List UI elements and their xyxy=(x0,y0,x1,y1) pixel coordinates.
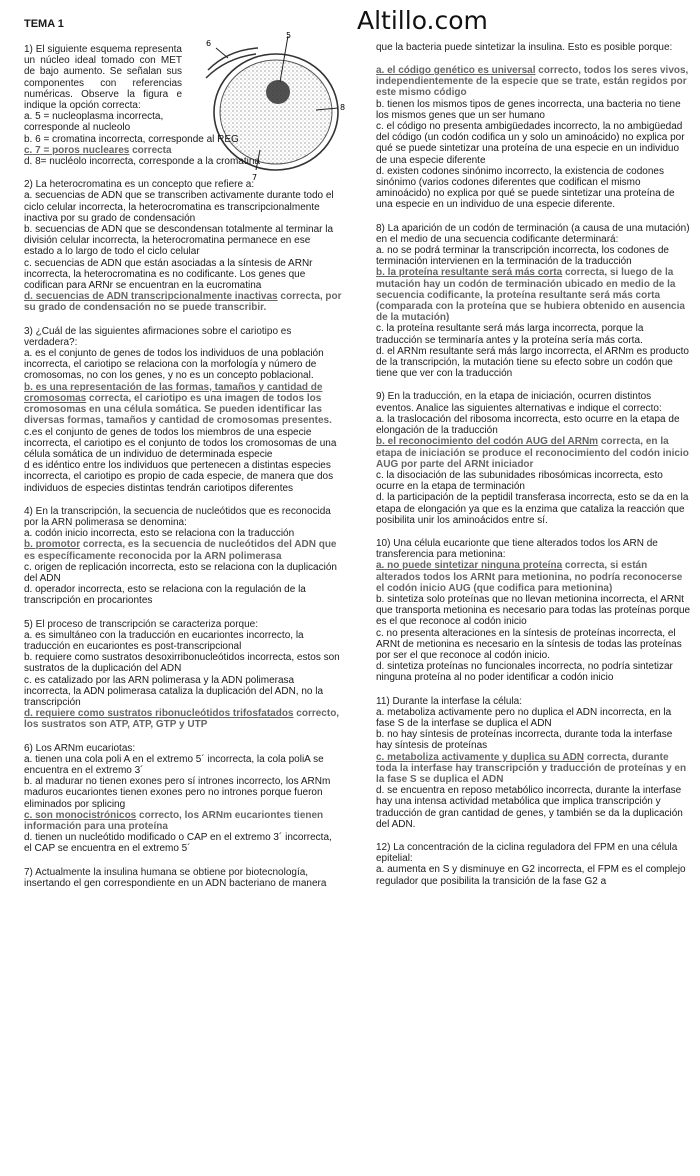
question-stem: 7) Actualmente la insulina humana se obtiene por biotecnología, insertando el gen correspondiente en un ADN bacteriano de manera xyxy=(24,866,327,889)
question-4 xyxy=(24,506,342,607)
option-a: a. no se podrá terminar la transcripción incorrecta, los codones de terminación intervienen en la terminación de la traducción xyxy=(376,245,669,268)
option-a: a. tienen una cola poli A en el extremo 5´ incorrecta, la cola poliA se encuentra en el extremo 3´ xyxy=(24,753,324,776)
option-d: d. 8= nucléolo incorrecta, corresponde a la cromatina xyxy=(24,156,260,168)
question-2 xyxy=(24,179,342,313)
option-a-correct: a. el código genético es universal correcto, todos los seres vivos, independientemente de la especie que se trate, están regidos por este mismo código xyxy=(376,65,689,99)
figure-label-8: 8 xyxy=(340,103,346,112)
option-b: b. secuencias de ADN que se descondensan totalmente al terminar la división celular incorrecta, la heterocromatina permanece en ese estado a lo largo de todo el ciclo celular xyxy=(24,224,334,258)
option-d: d. sintetiza proteínas no funcionales incorrecta, no podría sintetizar ninguna proteína al no poder identificar a codón inicio xyxy=(376,661,673,684)
question-9 xyxy=(376,391,691,525)
option-a-correct: a. no puede sintetizar ninguna proteína correcta, si están alterados todos los ARNt para metionina, no podría reconocerse el codón inicio AUG (que codifica para metionina) xyxy=(376,560,683,594)
option-b: b. sintetiza solo proteínas que no llevan metionina incorrecta, el ARNt que transporta metionina es necesario para todas las proteínas porque es el que reconoce al codón inicio xyxy=(376,593,691,628)
question-stem: 6) Los ARNm eucariotas: xyxy=(24,742,136,754)
option-c-correct: c. 7 = poros nucleares correcta xyxy=(24,144,172,156)
option-d: d. el ARNm resultante será más largo incorrecta, el ARNm es producto de la transcripción, la mutación tiene su efecto sobre un codón que tiene que ver con la traducción xyxy=(376,345,689,380)
figure-label-7: 7 xyxy=(252,173,258,180)
option-c: c. la disociación de las subunidades ribosómicas incorrecta, esto ocurre en la etapa de terminación xyxy=(376,469,663,493)
question-12 xyxy=(376,842,691,887)
option-b: b. 6 = cromatina incorrecta, corresponde al REG xyxy=(24,133,239,145)
option-c: c. secuencias de ADN que están asociadas a la síntesis de ARNr incorrecta, la heterocromatina es no codificante. Los genes que codifican para ARNr se encuentran en la eucromatina xyxy=(24,257,313,292)
question-7 xyxy=(376,42,691,211)
option-d: d. la participación de la peptidil transferasa incorrecta, esto se da en la etapa de elongación ya que es la enzima que cataliza la reacción que posibilita unir los aminoácidos entre sí. xyxy=(376,492,689,526)
section-title: TEMA 1 xyxy=(24,18,64,30)
question-10 xyxy=(376,538,691,684)
option-a: a. es el conjunto de genes de todos los individuos de una población incorrecta, el cariotipo se relaciona con la morfología y número de cromosomas, no con los genes, y no es un concepto poblacional. xyxy=(24,348,324,382)
question-stem: 1) El siguiente esquema representa un núcleo ideal tomado con MET de bajo aumento. Se señalan sus componentes con referencias numéricas. Observe la figura e indique la opción correcta: xyxy=(24,44,182,112)
figure-label-5: 5 xyxy=(286,31,292,40)
question-7-start xyxy=(24,867,342,889)
option-c-correct: c. metaboliza activamente y duplica su ADN correcta, durante toda la interfase hay transcripción y traducción de proteínas y en la fase S se duplica el ADN xyxy=(376,751,687,785)
option-b: b. no hay síntesis de proteínas incorrecta, durante toda la interfase hay síntesis de proteínas xyxy=(376,729,673,752)
question-stem: 4) En la transcripción, la secuencia de nucleótidos que es reconocida por la ARN polimerasa se denomina: xyxy=(24,505,331,528)
option-b: b. requiere como sustratos desoxirribonucleótidos incorrecta, estos son sustratos de la duplicación del ADN xyxy=(24,652,340,675)
option-d: d. existen codones sinónimo incorrecto, la existencia de codones sinónimo (varios codones diferentes que codifican el mismo aminoácido) no explica por qué se puede sintetizar una proteína de una especie en un individuo de una especie diferente. xyxy=(376,165,675,211)
site-logo: Altillo.com xyxy=(357,6,488,35)
option-c-correct: c. son monocistrónicos correcto, los ARNm eucariontes tienen información para una proteína xyxy=(24,809,324,832)
option-a: a. 5 = nucleoplasma incorrecta, corresponde al nucleolo xyxy=(24,111,164,134)
question-8 xyxy=(376,223,691,380)
option-d-correct: d. secuencias de ADN transcripcionalmente inactivas correcta, por su grado de condensación no se puede transcribir. xyxy=(24,291,342,314)
question-stem: 8) La aparición de un codón de terminación (a causa de una mutación) en el medio de una secuencia codificante determinará: xyxy=(376,222,690,245)
question-stem: 5) El proceso de transcripción se caracteriza porque: xyxy=(24,618,259,630)
option-c: c. origen de replicación incorrecta, esto se relaciona con la duplicación del ADN xyxy=(24,561,337,584)
option-a: a. la traslocación del ribosoma incorrecta, esto ocurre en la etapa de elongación de la traducción xyxy=(376,413,680,437)
option-c: c. el código no presenta ambigüedades incorrecto, la no ambigüedad del código (un codón codifica un y solo un aminoácido) no explica por qué se puede sintetizar una proteína de una especie en un individuo de una especie diferente xyxy=(376,121,685,166)
option-a: a. es simultáneo con la traducción en eucariontes incorrecto, la traducción en eucariontes es post-transcripcional xyxy=(24,629,304,652)
question-stem: 9) En la traducción, en la etapa de iniciación, ocurren distintos eventos. Analice las siguientes alternativas e indique el correcto: xyxy=(376,391,662,414)
option-a: a. metaboliza activamente pero no duplica el ADN incorrecta, en la fase S de la interfase se duplica el ADN xyxy=(376,706,672,729)
question-5 xyxy=(24,619,342,731)
figure-label-6: 6 xyxy=(206,39,212,48)
option-a: a. codón inicio incorrecta, esto se relaciona con la traducción xyxy=(24,528,295,540)
option-a: a. aumenta en S y disminuye en G2 incorrecta, el FPM es el complejo regulador que posibilita la transición de la fase G2 a xyxy=(376,864,686,887)
option-c: c. la proteína resultante será más larga incorrecta, porque la traducción se terminaría antes y la proteína sería más corta. xyxy=(376,323,644,346)
question-3 xyxy=(24,326,342,494)
question-stem: 12) La concentración de la ciclina reguladora del FPM en una célula epitelial: xyxy=(376,842,678,865)
question-1 xyxy=(24,44,342,167)
option-c: c.es el conjunto de genes de todos los miembros de una especie incorrecta, el cariotipo es el conjunto de todos los cromosomas de una célula somática de un individuo de determinada especie xyxy=(24,426,337,460)
option-b-correct: b. el reconocimiento del codón AUG del ARNm correcta, en la etapa de iniciación se produce el reconocimiento del codón inicio AUG por parte del ARNt iniciador xyxy=(376,436,689,470)
option-d: d es idéntico entre los individuos que pertenecen a distintas especies incorrecta, el cariotipo es propio de cada especie, de manera que dos individuos de especies distintas tendrán cariotipos diferentes xyxy=(24,460,334,494)
option-b-correct: b. la proteína resultante será más corta correcta, si luego de la mutación hay un codón de terminación ubicado en medio de la secuencia codificante, la proteína resultante será más corta (comparada con la proteína que se hubiera obtenido en ausencia de la mutación) xyxy=(376,267,685,324)
question-stem: 11) Durante la interfase la célula: xyxy=(376,695,523,707)
option-c: c. no presenta alteraciones en la síntesis de proteínas incorrecta, el ARNt de metionina es necesario en la síntesis de todas las proteínas por ser el que reconoce al codón inicio. xyxy=(376,627,682,661)
option-b-correct: b. es una representación de las formas, tamaños y cantidad de cromosomas correcta, el cariotipo es una imagen de todos los cromosomas en una célula somática. Se pueden identificar las diversas formas, tamaños y cantidad de cromosomas presentes. xyxy=(24,381,332,427)
right-column xyxy=(376,42,691,899)
option-b: b. al madurar no tienen exones pero sí intrones incorrecto, los ARNm maduros eucariontes tienen exones pero no intrones porque fueron eliminados por splicing xyxy=(24,776,331,810)
question-stem: 10) Una célula eucarionte que tiene alterados todos los ARN de transferencia para metionina: xyxy=(376,537,658,561)
left-column xyxy=(24,44,342,901)
question-stem: 2) La heterocromatina es un concepto que refiere a: xyxy=(24,179,255,191)
question-11 xyxy=(376,696,691,830)
question-stem: 3) ¿Cuál de las siguientes afirmaciones sobre el cariotipo es verdadera?: xyxy=(24,325,292,348)
option-d: d. operador incorrecta, esto se relaciona con la regulación de la transcripción en procariontes xyxy=(24,584,306,607)
question-stem-continuation: que la bacteria puede sintetizar la insulina. Esto es posible porque: xyxy=(376,42,673,54)
option-d: d. se encuentra en reposo metabólico incorrecta, durante la interfase hay una intensa actividad metabólica que implica transcripción y traducción de gran cantidad de genes, y también se da la duplicación del ADN. xyxy=(376,785,683,830)
option-b-correct: b. promotor correcta, es la secuencia de nucleótidos del ADN que es específicamente reconocida por la ARN polimerasa xyxy=(24,539,337,562)
option-c: c. es catalizado por las ARN polimerasa y la ADN polimerasa incorrecta, la ADN polimerasa cataliza la duplicación del ADN, no la transcripción xyxy=(24,674,324,708)
question-6 xyxy=(24,743,342,855)
option-b: b. tienen los mismos tipos de genes incorrecta, una bacteria no tiene los mismos genes que un ser humano xyxy=(376,98,681,121)
option-a: a. secuencias de ADN que se transcriben activamente durante todo el ciclo celular incorrecta, la heterocromatina es transcripcionalmente inactiva por su grado de condensación xyxy=(24,190,334,224)
option-d-correct: d. requiere como sustratos ribonucleótidos trifosfatados correcto, los sustratos son ATP, ATP, GTP y UTP xyxy=(24,708,340,731)
option-d: d. tienen un nucleótido modificado o CAP en el extremo 3´ incorrecta, el CAP se encuentra en el extremo 5´ xyxy=(24,832,332,855)
